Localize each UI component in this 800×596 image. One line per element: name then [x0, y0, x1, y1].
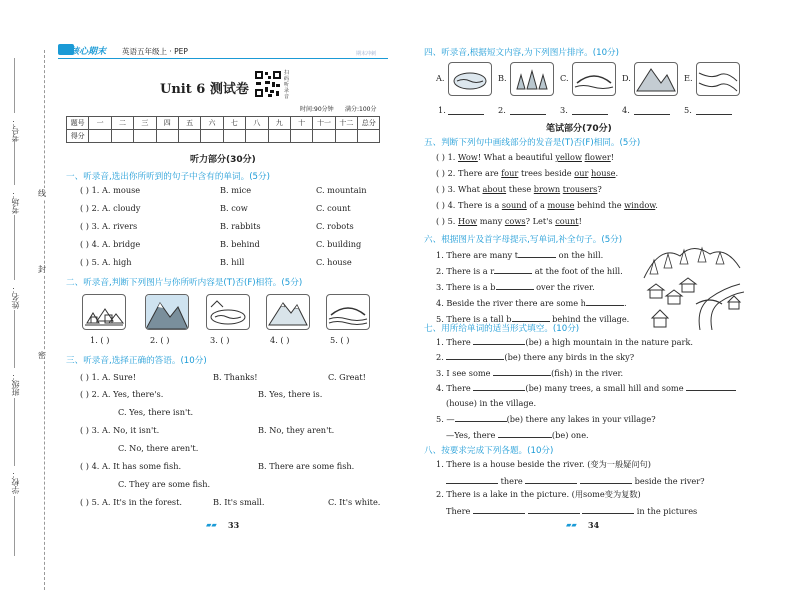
page-title: Unit 6 测试卷 [160, 82, 249, 97]
s4-picture-trees [510, 62, 554, 96]
s3-q4-b: B. There are some fish. [258, 461, 355, 471]
s1-q2-b: B. cow [220, 203, 248, 213]
lake-picture [206, 294, 250, 330]
s8-q2: 2. There is a lake in the picture. (用some变为复数) [436, 489, 641, 499]
s5-text: ( ) 1. [436, 152, 459, 162]
side-blank-line [14, 215, 15, 280]
s5-underlined: How [458, 216, 478, 226]
s7-text: (fish) in the river. [551, 368, 624, 378]
s5-q3[interactable] [436, 185, 602, 193]
score-cell: 九 [268, 117, 290, 130]
s7-blank[interactable] [686, 383, 736, 391]
s2-answer-4[interactable]: 4. ( ) [270, 335, 290, 345]
s8-blank[interactable] [582, 506, 634, 514]
s3-q1-b: B. Thanks! [213, 372, 258, 382]
score-input-cell[interactable] [89, 130, 111, 143]
s7-text: 5. — [436, 414, 455, 424]
s6-blank[interactable] [496, 282, 534, 290]
score-input-cell[interactable] [134, 130, 156, 143]
cut-char: 封 [38, 265, 46, 274]
s7-blank[interactable] [473, 337, 525, 345]
score-cell: 题号 [67, 117, 89, 130]
score-input-cell[interactable] [290, 130, 312, 143]
s8-q1: 1. There is a house beside the river. (变为一般疑问句) [436, 459, 651, 469]
header-right-mark: 期末冲刺 [356, 51, 377, 57]
s5-text: behind the [574, 200, 625, 210]
s6-q3 [436, 282, 595, 291]
s3-q5-b: B. It's small. [213, 497, 265, 507]
s6-text: 3. There is a b [436, 282, 496, 292]
s1-q1-a[interactable]: ( ) 1. A. mouse [80, 185, 141, 195]
s7-text: (be) many trees, a small hill and some [525, 383, 684, 393]
s7-text: (be) there any birds in the sky? [504, 352, 635, 362]
s5-text: ( ) 5. [436, 216, 459, 226]
s3-q3-b: B. No, they aren't. [258, 425, 335, 435]
s3-q3-a[interactable]: ( ) 3. A. No, it isn't. [80, 425, 160, 435]
s3-q3-c: C. No, there aren't. [118, 443, 199, 453]
score-input-cell[interactable] [358, 130, 380, 143]
score-input-cell[interactable] [223, 130, 245, 143]
s1-q3-b: B. rabbits [220, 221, 261, 231]
s4-picture-river [696, 62, 740, 96]
listening-part-title: 听力部分(30分) [190, 155, 256, 165]
s7-text: (be) one. [551, 430, 589, 440]
s4-num-4: 4. [622, 105, 630, 115]
page-ornament-icon: ▰▰ [566, 521, 577, 529]
s5-q1[interactable] [436, 153, 614, 161]
s8-text: in the pictures [636, 506, 698, 516]
side-blank-line [14, 140, 15, 185]
s4-letter-b: B. [498, 73, 507, 83]
s5-underlined: count [555, 216, 579, 226]
s4-blank-3[interactable] [572, 106, 608, 115]
score-input-cell[interactable] [246, 130, 268, 143]
s5-underlined: house [591, 168, 616, 178]
score-cell: 十 [290, 117, 312, 130]
village-scene-illustration [640, 238, 744, 330]
s8-blank[interactable] [525, 476, 577, 484]
s2-answer-1[interactable]: 1. ( ) [90, 335, 110, 345]
s5-text: trees beside [518, 168, 575, 178]
village-picture [82, 294, 126, 330]
score-input-cell[interactable] [156, 130, 178, 143]
s5-text: . [615, 168, 619, 178]
s6-q4 [436, 298, 627, 307]
s7-q4-cont: (house) in the village. [446, 398, 537, 408]
section-8-title: 八、按要求完成下列各题。(10分) [424, 446, 554, 456]
s7-blank[interactable] [446, 352, 504, 360]
s2-answer-5[interactable]: 5. ( ) [330, 335, 350, 345]
s8-blank[interactable] [580, 476, 632, 484]
side-blank-line [14, 496, 15, 556]
s7-blank[interactable] [498, 430, 552, 438]
bridge-river-picture [326, 294, 370, 330]
mountain-picture [145, 294, 189, 330]
s3-q2-a[interactable]: ( ) 2. A. Yes, there's. [80, 389, 164, 399]
score-input-cell[interactable] [178, 130, 200, 143]
score-input-cell[interactable] [313, 130, 335, 143]
s6-text: . [623, 298, 627, 308]
s1-q3-a[interactable]: ( ) 3. A. rivers [80, 221, 138, 231]
side-label-class: 班级： [11, 372, 20, 396]
s5-text: ? Let's [525, 216, 556, 226]
s5-underlined: mouse [547, 200, 575, 210]
s6-text: over the river. [536, 282, 595, 292]
s4-letter-d: D. [622, 73, 631, 83]
section-5-title: 五、判断下列句中画线部分的发音是(T)否(F)相同。(5分) [424, 138, 641, 148]
s5-underlined: trousers [562, 184, 598, 194]
s5-text: ! What a beautiful [477, 152, 556, 162]
s1-q5-a[interactable]: ( ) 5. A. high [80, 257, 132, 267]
s7-q2 [436, 352, 634, 361]
s4-letter-c: C. [560, 73, 569, 83]
section-7-title: 七、用所给单词的适当形式填空。(10分) [424, 324, 580, 334]
s6-text: on the hill. [558, 250, 604, 260]
s1-q4-c: C. building [316, 239, 362, 249]
s3-q4-c: C. They are some fish. [118, 479, 211, 489]
side-label-room: 考场： [11, 190, 20, 214]
brand-name: 核心期末 [70, 47, 107, 57]
s4-num-5: 5. [684, 105, 692, 115]
s5-underlined: about [482, 184, 507, 194]
s8-text: beside the river? [634, 476, 705, 486]
s6-text: 2. There is a r [436, 266, 495, 276]
s8-blank[interactable] [446, 476, 498, 484]
s5-underlined: flower [584, 152, 611, 162]
s5-text: many [477, 216, 505, 226]
s7-blank[interactable] [455, 414, 507, 422]
side-blank-line [14, 310, 15, 368]
header-rule [58, 58, 388, 59]
s6-text: 1. There are many t [436, 250, 519, 260]
exam-full-score: 满分:100分 [345, 106, 377, 113]
s4-blank-4[interactable] [634, 106, 670, 115]
page-number-left: 33 [228, 520, 240, 530]
s6-blank[interactable] [518, 250, 556, 258]
score-cell: 十二 [335, 117, 357, 130]
s4-picture-mountain [634, 62, 678, 96]
s7-q1 [436, 337, 693, 346]
s7-q4 [436, 383, 736, 392]
qr-note: 扫码听录音 [284, 70, 290, 100]
score-cell: 八 [246, 117, 268, 130]
qr-code-icon [254, 70, 282, 98]
s4-letter-a: A. [436, 73, 445, 83]
s5-text: ( ) 3. What [436, 184, 483, 194]
header-subtitle: 英语五年级上 · PEP [122, 47, 188, 56]
s7-text: 3. I see some [436, 368, 491, 378]
section-6-title: 六、根据图片及首字母提示,写单词,补全句子。(5分) [424, 235, 623, 245]
score-table-score-row [67, 130, 380, 143]
s7-blank[interactable] [473, 383, 525, 391]
score-table-header-row [67, 117, 380, 130]
section-1-title: 一、听录音,选出你所听到的句子中含有的单词。(5分) [66, 172, 270, 182]
score-input-cell[interactable] [335, 130, 357, 143]
s5-text: ( ) 4. There is a [436, 200, 502, 210]
s4-blank-5[interactable] [696, 106, 732, 115]
score-cell: 二 [111, 117, 133, 130]
s6-q1 [436, 250, 603, 259]
side-label-school: 学校： [11, 470, 20, 494]
s4-blank-2[interactable] [510, 106, 546, 115]
section-3-title: 三、听录音,选择正确的答语。(10分) [66, 356, 207, 366]
s3-q1-a[interactable]: ( ) 1. A. Sure! [80, 372, 137, 382]
s7-blank[interactable] [493, 368, 551, 376]
side-blank-line [14, 398, 15, 466]
s1-q4-a[interactable]: ( ) 4. A. bridge [80, 239, 141, 249]
s6-q2 [436, 266, 623, 275]
s5-underlined: sound [501, 200, 527, 210]
s4-num-1: 1. [438, 105, 446, 115]
s7-text: (be) there any lakes in your village? [506, 414, 656, 424]
s7-text: 1. There [436, 337, 471, 347]
s7-text: 4. There [436, 383, 471, 393]
cut-char: 线 [38, 189, 46, 198]
writing-part-title: 笔试部分(70分) [546, 124, 612, 134]
s4-picture-bridge [572, 62, 616, 96]
s1-q5-b: B. hill [220, 257, 245, 267]
s7-text: —Yes, there [446, 430, 496, 440]
s5-text: ? [597, 184, 602, 194]
s4-blank-1[interactable] [448, 106, 484, 115]
s5-underlined: window [624, 200, 656, 210]
s3-q5-a[interactable]: ( ) 5. A. It's in the forest. [80, 497, 183, 507]
s5-text: ! [578, 216, 582, 226]
s8-blank[interactable] [473, 506, 525, 514]
score-table [66, 116, 380, 143]
s6-text: at the foot of the hill. [534, 266, 623, 276]
s8-blank[interactable] [528, 506, 580, 514]
score-cell: 总分 [358, 117, 380, 130]
s4-letter-e: E. [684, 73, 693, 83]
s5-text: these [506, 184, 534, 194]
s7-q5-reply [446, 430, 589, 439]
s1-q3-c: C. robots [316, 221, 354, 231]
section-2-title: 二、听录音,判断下列图片与你所听内容是(T)否(F)相符。(5分) [66, 278, 303, 288]
cut-char: 密 [38, 351, 46, 360]
s5-q2[interactable] [436, 169, 618, 177]
s2-answer-2[interactable]: 2. ( ) [150, 335, 170, 345]
snowy-mountain-picture [266, 294, 310, 330]
s5-underlined: yellow [555, 152, 582, 162]
s1-q5-c: C. house [316, 257, 352, 267]
s3-q5-c: C. It's white. [328, 497, 381, 507]
s3-q1-c: C. Great! [328, 372, 366, 382]
s7-text: (be) a high mountain in the nature park. [525, 337, 694, 347]
s4-num-2: 2. [498, 105, 506, 115]
s1-q4-b: B. behind [220, 239, 260, 249]
s3-q2-c: C. Yes, there isn't. [118, 407, 194, 417]
score-input-cell[interactable] [268, 130, 290, 143]
section-4-title: 四、听录音,根据短文内容,为下列图片排序。(10分) [424, 48, 619, 58]
score-input-cell[interactable] [111, 130, 133, 143]
s5-q5[interactable] [436, 217, 582, 225]
s3-q4-a[interactable]: ( ) 4. A. It has some fish. [80, 461, 182, 471]
side-label-name: 姓名： [11, 285, 20, 309]
s6-blank[interactable] [494, 266, 532, 274]
s1-q1-b: B. mice [220, 185, 252, 195]
score-cell: 六 [201, 117, 223, 130]
s6-text: 4. Beside the river there are some h [436, 298, 586, 308]
s8-text: there [500, 476, 523, 486]
s8-q2-answer [446, 506, 697, 515]
score-cell: 四 [156, 117, 178, 130]
score-cell: 七 [223, 117, 245, 130]
score-cell: 一 [89, 117, 111, 130]
s2-answer-3[interactable]: 3. ( ) [210, 335, 230, 345]
s7-text: 2. [436, 352, 444, 362]
s6-text: 5. There is a tall b [436, 314, 512, 324]
s5-underlined: Wow [458, 152, 478, 162]
exam-time: 时间:90分钟 [300, 106, 334, 113]
s1-q1-c: C. mountain [316, 185, 367, 195]
side-blank-line [14, 58, 15, 113]
s1-q2-c: C. count [316, 203, 351, 213]
s4-num-3: 3. [560, 105, 568, 115]
s5-text: of a [526, 200, 548, 210]
page-ornament-icon: ▰▰ [206, 521, 217, 529]
s6-blank[interactable] [586, 298, 624, 306]
score-cell: 三 [134, 117, 156, 130]
score-input-cell[interactable] [201, 130, 223, 143]
s1-q2-a[interactable]: ( ) 2. A. cloudy [80, 203, 141, 213]
s5-underlined: our [574, 168, 589, 178]
score-cell: 十一 [313, 117, 335, 130]
s4-picture-lake [448, 62, 492, 96]
s7-q5 [436, 414, 656, 423]
s8-text: There [446, 506, 471, 516]
side-label-exam-no: 考号： [11, 118, 20, 142]
s5-text: ! [610, 152, 615, 162]
s5-underlined: four [501, 168, 519, 178]
s5-q4[interactable] [436, 201, 658, 209]
s8-q1-answer [446, 476, 705, 485]
s5-text: . [655, 200, 658, 210]
score-cell: 得分 [67, 130, 89, 143]
s3-q2-b: B. Yes, there is. [258, 389, 323, 399]
s7-q3 [436, 368, 623, 377]
page-number-right: 34 [588, 520, 600, 530]
binding-line [44, 50, 45, 590]
score-cell: 五 [178, 117, 200, 130]
s6-blank[interactable] [512, 314, 550, 322]
s5-underlined: brown [533, 184, 561, 194]
s6-text: behind the village. [552, 314, 630, 324]
s5-text: ( ) 2. There are [436, 168, 502, 178]
s5-underlined: cows [504, 216, 526, 226]
